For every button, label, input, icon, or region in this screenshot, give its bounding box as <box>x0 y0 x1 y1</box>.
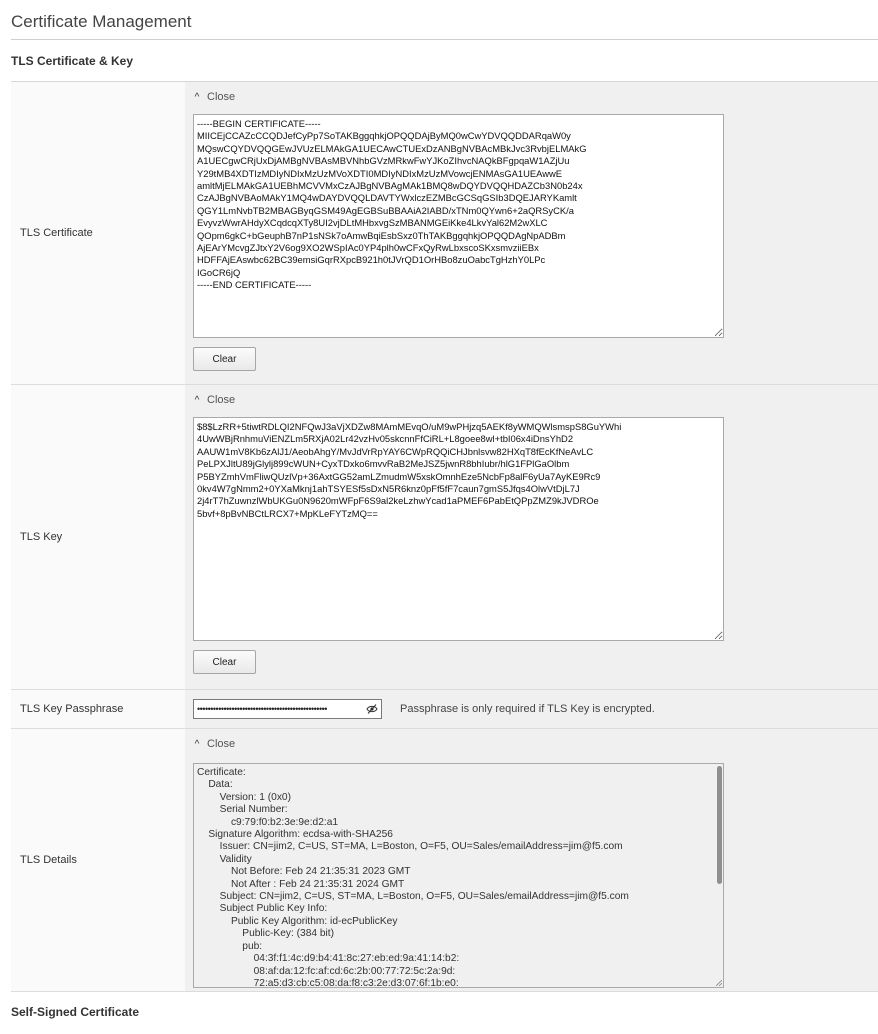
close-label: Close <box>207 738 236 750</box>
tls-certificate-field <box>185 82 878 384</box>
tls-key-passphrase-label: TLS Key Passphrase <box>11 690 185 728</box>
row-tls-key-passphrase <box>11 690 878 729</box>
tls-key-label: TLS Key <box>11 385 185 689</box>
passphrase-hint: Passphrase is only required if TLS Key is encrypted. <box>400 703 655 715</box>
section-header-tls: TLS Certificate & Key <box>11 54 134 68</box>
chevron-up-icon: ^ <box>194 91 200 103</box>
eye-slash-icon[interactable] <box>366 703 378 715</box>
row-tls-details <box>11 729 878 992</box>
details-scrollbar[interactable] <box>716 764 723 987</box>
details-scroll-thumb[interactable] <box>717 766 722 884</box>
tls-certificate-textarea[interactable] <box>193 114 724 338</box>
tls-details-field <box>185 729 878 991</box>
page-title: Certificate Management <box>11 12 192 31</box>
row-tls-key <box>11 385 878 690</box>
tls-certificate-label: TLS Certificate <box>11 82 185 384</box>
row-tls-certificate <box>11 82 878 385</box>
details-close-toggle[interactable] <box>193 737 878 751</box>
passphrase-masked-value: ••••••••••••••••••••••••••••••••••••••••••••••••• <box>197 704 327 714</box>
tls-key-textarea[interactable] <box>193 417 724 641</box>
tls-details-box[interactable] <box>193 763 724 988</box>
tls-details-label: TLS Details <box>11 729 185 991</box>
chevron-up-icon: ^ <box>194 738 200 750</box>
tls-key-field <box>185 385 878 689</box>
close-label: Close <box>207 91 236 103</box>
key-close-toggle[interactable] <box>193 393 878 407</box>
clear-key-button[interactable]: Clear <box>193 650 256 674</box>
tls-form-grid <box>11 81 878 992</box>
passphrase-input[interactable] <box>193 699 382 719</box>
title-divider <box>11 39 878 40</box>
section-header-self-signed: Self-Signed Certificate <box>11 1005 140 1019</box>
certificate-close-toggle[interactable] <box>193 90 878 104</box>
tls-details-text: Certificate: Data: Version: 1 (0x0) Serial Number: c9:79:f0:b2:3e:9e:d2:a1 Signature Algorithm: ecdsa-with-SHA256 Issuer: CN=jim2, C=US, ST=MA, L=Boston, O=F5, OU=Sales/emailAddress=jim@f5.com Validity Not Before: Feb 24 21:35:31 2023 GMT Not After : Feb 24 21:35:31 2024 GMT Subject: CN=jim2, C=US, ST=MA, L=Boston, O=F5, OU=Sales/emailAddress=jim@f5.com Subject Public Key Info: Public Key Algorithm: id-ecPublicKey Public-Key: (384 bit) pub: 04:3f:f1:4c:d9:b4:41:8c:27:eb:ed:9a:41:14:b2: 08:af:da:12:fc:af:cd:6c:2b:00:77:72:5c:2a:9d: 72:a5:d3:cb:c5:08:da:f8:c3:2e:d3:07:6f:1b:e0: <box>197 767 629 988</box>
close-label: Close <box>207 394 236 406</box>
tls-key-passphrase-field <box>185 690 878 728</box>
clear-certificate-button[interactable]: Clear <box>193 347 256 371</box>
resize-grip-icon[interactable] <box>716 980 722 986</box>
chevron-up-icon: ^ <box>194 394 200 406</box>
